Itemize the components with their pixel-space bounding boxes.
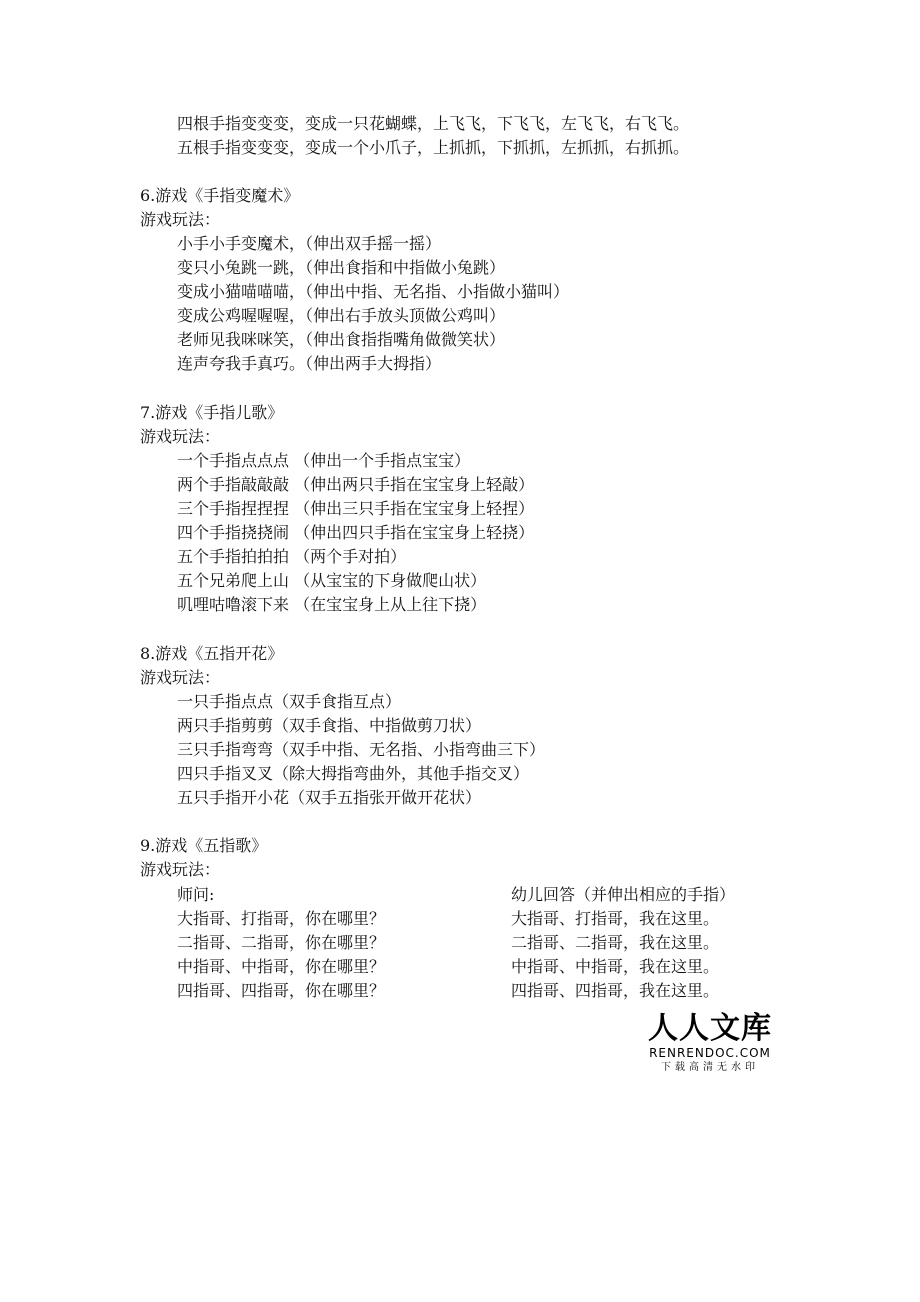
list-item: 小手小手变魔术，（伸出双手摇一摇） <box>177 234 442 253</box>
section-subtitle: 游戏玩法： <box>140 210 221 229</box>
teacher-question: 二指哥、二指哥，你在哪里？ <box>177 933 386 952</box>
teacher-question: 中指哥、中指哥，你在哪里？ <box>177 957 386 976</box>
list-item: 一个手指点点点 （伸出一个手指点宝宝） <box>177 451 471 470</box>
list-item: 叽哩咕噜滚下来 （在宝宝身上从上往下挠） <box>177 595 487 614</box>
child-answer: 幼儿回答（并伸出相应的手指） <box>511 885 736 904</box>
section-subtitle: 游戏玩法： <box>140 427 221 446</box>
list-item: 三个手指捏捏捏 （伸出三只手指在宝宝身上轻捏） <box>177 499 535 518</box>
list-item: 老师见我咪咪笑，（伸出食指指嘴角做微笑状） <box>177 330 506 349</box>
section-title-game-9: 9.游戏《五指歌》 <box>140 836 268 855</box>
child-answer: 中指哥、中指哥，我在这里。 <box>511 957 720 976</box>
list-item: 变只小兔跳一跳，（伸出食指和中指做小兔跳） <box>177 258 506 277</box>
list-item: 两只手指剪剪（双手食指、中指做剪刀状） <box>177 716 482 735</box>
list-item: 五个兄弟爬上山 （从宝宝的下身做爬山状） <box>177 571 487 590</box>
child-answer: 大指哥、打指哥，我在这里。 <box>511 909 720 928</box>
section-subtitle: 游戏玩法： <box>140 668 221 687</box>
watermark-subtitle: 下载高清无水印 <box>661 1062 759 1073</box>
list-item: 四个手指挠挠闹 （伸出四只手指在宝宝身上轻挠） <box>177 523 535 542</box>
intro-line: 五根手指变变变，变成一个小爪子，上抓抓，下抓抓，左抓抓，右抓抓。 <box>177 138 690 157</box>
child-answer: 四指哥、四指哥，我在这里。 <box>511 981 720 1000</box>
teacher-question: 大指哥、打指哥，你在哪里？ <box>177 909 386 928</box>
list-item: 连声夸我手真巧。（伸出两手大拇指） <box>177 354 442 373</box>
list-item: 两个手指敲敲敲 （伸出两只手指在宝宝身上轻敲） <box>177 475 535 494</box>
intro-line: 四根手指变变变，变成一只花蝴蝶，上飞飞，下飞飞，左飞飞，右飞飞。 <box>177 114 690 133</box>
child-answer: 二指哥、二指哥，我在这里。 <box>511 933 720 952</box>
list-item: 五个手指拍拍拍 （两个手对拍） <box>177 547 407 566</box>
list-item: 五只手指开小花（双手五指张开做开花状） <box>177 788 482 807</box>
section-title-game-7: 7.游戏《手指儿歌》 <box>140 403 284 422</box>
list-item: 四只手指叉叉（除大拇指弯曲外，其他手指交叉） <box>177 764 530 783</box>
list-item: 变成公鸡喔喔喔，（伸出右手放头顶做公鸡叫） <box>177 306 506 325</box>
watermark-logo <box>647 1012 773 1075</box>
teacher-question: 师问: <box>177 885 215 904</box>
teacher-question: 四指哥、四指哥，你在哪里？ <box>177 981 386 1000</box>
list-item: 变成小猫喵喵喵，（伸出中指、无名指、小指做小猫叫） <box>177 282 570 301</box>
section-title-game-8: 8.游戏《五指开花》 <box>140 644 284 663</box>
list-item: 三只手指弯弯（双手中指、无名指、小指弯曲三下） <box>177 740 546 759</box>
watermark-logo-text: 人人文库 <box>648 1011 772 1046</box>
section-title-game-6: 6.游戏《手指变魔术》 <box>140 186 300 205</box>
section-subtitle: 游戏玩法： <box>140 860 221 879</box>
list-item: 一只手指点点（双手食指互点） <box>177 692 402 711</box>
watermark-url: RENRENDOC.COM <box>649 1046 771 1060</box>
